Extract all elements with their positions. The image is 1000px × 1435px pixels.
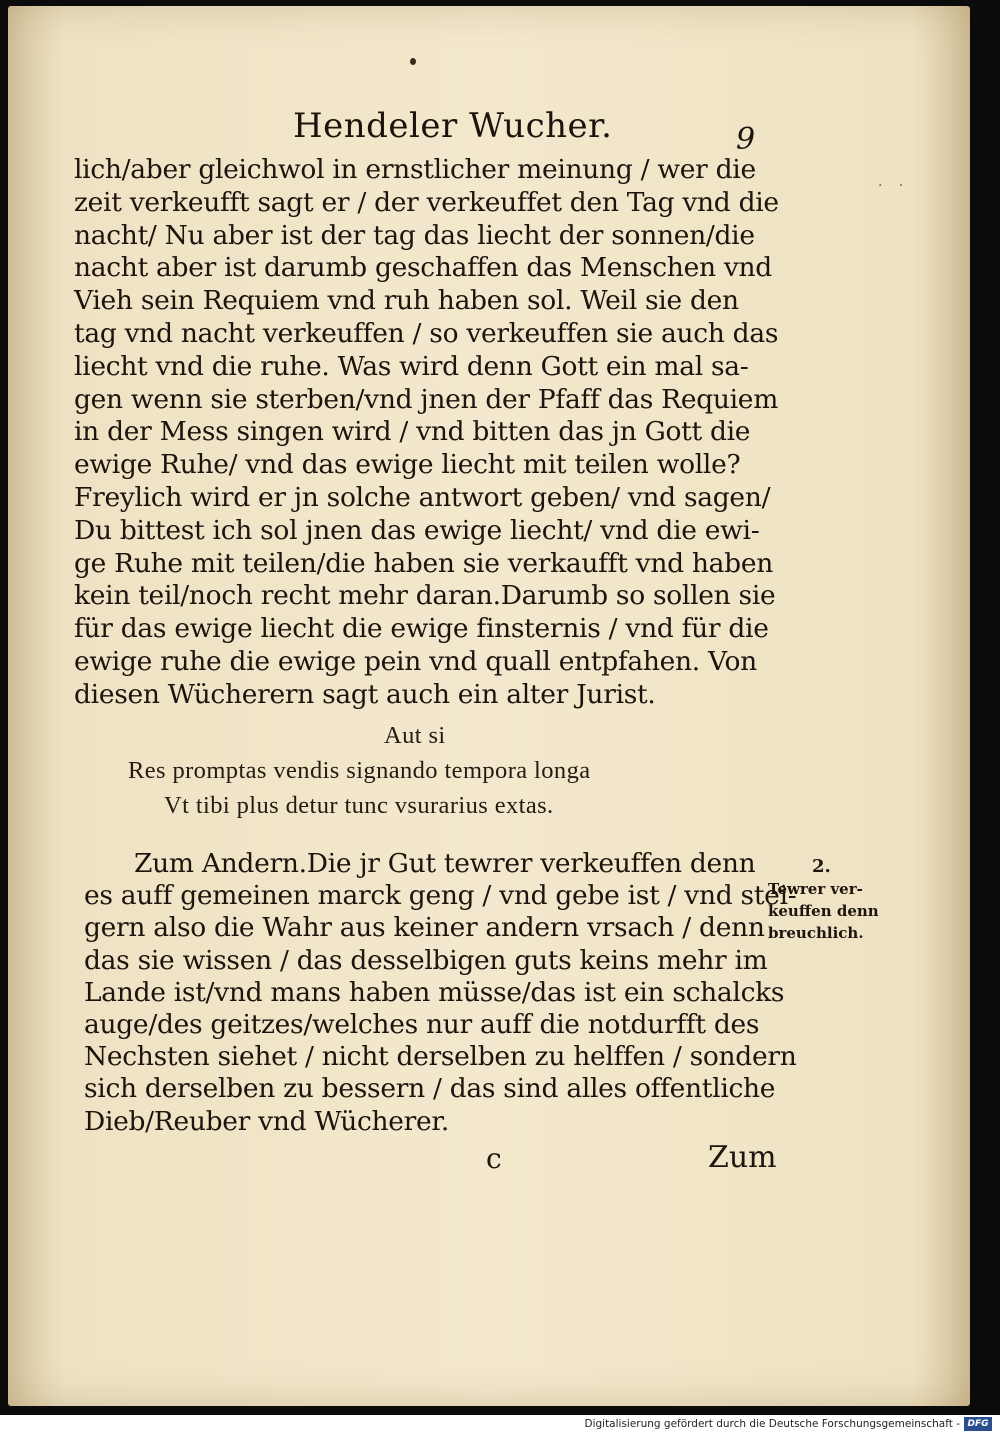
ink-speck xyxy=(410,58,416,65)
text-line: ge Ruhe mit teilen/die haben sie verkaufft vnd haben xyxy=(74,547,773,579)
funding-notice: Digitalisierung gefördert durch die Deutsche Forschungsgemeinschaft - xyxy=(584,1418,960,1430)
main-text xyxy=(74,154,779,712)
text-line: Dieb/Reuber vnd Wücherer. xyxy=(84,1105,450,1137)
second-paragraph xyxy=(84,848,797,1138)
text-line: Zum Andern.Die jr Gut tewrer verkeuffen denn xyxy=(134,848,756,879)
catchword: Zum xyxy=(708,1140,777,1175)
latin-verse xyxy=(128,718,768,823)
text-line: auge/des geitzes/welches nur auff die notdurfft des xyxy=(84,1009,760,1041)
margin-note-line: Tewrer ver- xyxy=(768,880,863,898)
text-line: Freylich wird er jn solche antwort geben/ vnd sagen/ xyxy=(74,481,771,513)
text-line: für das ewige liecht die ewige finsternis / vnd für die xyxy=(74,613,769,645)
text-line: gen wenn sie sterben/vnd jnen der Pfaff das Requiem xyxy=(74,383,779,415)
text-line: Nechsten siehet / nicht derselben zu helffen / sondern xyxy=(84,1041,797,1073)
text-line: nacht/ Nu aber ist der tag das liecht der sonnen/die xyxy=(74,219,755,251)
text-line: diesen Wücherern sagt auch ein alter Jurist. xyxy=(74,678,656,710)
verse-line: Vt tibi plus detur tunc vsurarius extas. xyxy=(164,792,554,819)
text-line: zeit verkeufft sagt er / der verkeuffet den Tag vnd die xyxy=(74,186,779,218)
footer-bar xyxy=(0,1415,1000,1435)
dfg-logo[interactable]: DFG xyxy=(964,1417,992,1431)
text-line: lich/aber gleichwol in ernstlicher meinung / wer die xyxy=(74,154,756,185)
margin-note-line: breuchlich. xyxy=(768,924,864,942)
text-line: sich derselben zu bessern / das sind alles offentliche xyxy=(84,1073,776,1105)
text-line: kein teil/noch recht mehr daran.Darumb so sollen sie xyxy=(74,580,776,612)
text-line: gern also die Wahr aus keiner andern vrsach / denn xyxy=(84,912,765,944)
text-line: ewige Ruhe/ vnd das ewige liecht mit teilen wolle? xyxy=(74,449,741,481)
text-line: ewige ruhe die ewige pein vnd quall entpfahen. Von xyxy=(74,645,757,677)
margin-note-line: keuffen denn xyxy=(768,902,879,920)
text-line: Vieh sein Requiem vnd ruh haben sol. Weil sie den xyxy=(74,285,739,317)
running-head: Hendeler Wucher. xyxy=(293,106,613,146)
text-line: Du bittest ich sol jnen das ewige liecht/ vnd die ewi- xyxy=(74,514,760,546)
text-line: liecht vnd die ruhe. Was wird denn Gott ein mal sa- xyxy=(74,350,749,382)
verse-line: Aut si xyxy=(384,722,446,749)
text-line: Lande ist/vnd mans haben müsse/das ist ein schalcks xyxy=(84,976,785,1008)
margin-specks: · · xyxy=(878,178,910,194)
text-line: in der Mess singen wird / vnd bitten das jn Gott die xyxy=(74,416,751,448)
text-line: nacht aber ist darumb geschaffen das Menschen vnd xyxy=(74,252,772,284)
margin-note xyxy=(768,856,908,944)
verse-line: Res promptas vendis signando tempora longa xyxy=(128,757,591,784)
text-line: das sie wissen / das desselbigen guts keins mehr im xyxy=(84,944,768,976)
signature-mark: c xyxy=(486,1142,502,1175)
text-line: es auff gemeinen marck geng / vnd gebe ist / vnd stei- xyxy=(84,880,797,912)
folio-number: 9 xyxy=(736,122,756,157)
text-line: tag vnd nacht verkeuffen / so verkeuffen sie auch das xyxy=(74,317,779,349)
margin-note-number: 2. xyxy=(812,856,831,877)
book-page xyxy=(8,6,970,1406)
